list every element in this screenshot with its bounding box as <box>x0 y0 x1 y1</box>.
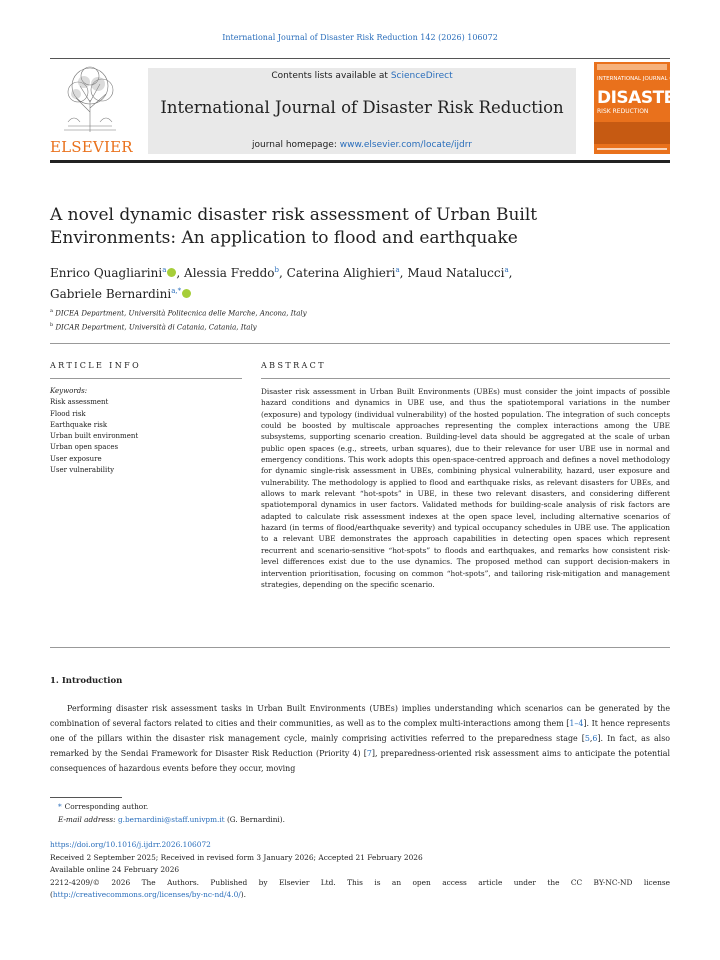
citation-link[interactable]: 7 <box>366 749 372 759</box>
author-name[interactable]: Gabriele Bernardini <box>50 287 172 301</box>
author-name[interactable]: Maud Natalucci <box>407 266 505 280</box>
author-separator: , <box>399 266 404 280</box>
author[interactable] <box>50 266 180 280</box>
article-title-line1: A novel dynamic disaster risk assessment of Urban Built <box>50 205 538 225</box>
citation-link[interactable]: 1–4 <box>569 719 584 729</box>
journal-title: International Journal of Disaster Risk Reduction <box>160 98 564 117</box>
intro-text-2: ]. It hence represents one of the pillars within the disaster risk management cycle, mainly comprising activities referred to the preparedness stage [ <box>50 719 670 744</box>
keywords-list <box>50 397 240 476</box>
keyword-item: Urban open spaces <box>50 443 119 452</box>
cover-line2: DISASTER <box>597 88 688 108</box>
article-title <box>50 204 610 250</box>
email-line <box>50 814 650 827</box>
intro-text-1: Performing disaster risk assessment tasks in Urban Built Environments (UBEs) implies understanding which scenarios can be generated by the combination of several factors related to cities and their communities, as well as to the complex multi-interactions among them [ <box>50 704 670 729</box>
masthead-panel <box>148 68 576 154</box>
affiliation-marker[interactable]: a <box>504 266 509 274</box>
introduction-paragraph: Performing disaster risk assessment tasks in Urban Built Environments (UBEs) implies understanding which scenarios can be generated by the combination of several factors related to cities and their communities, as well as to the complex multi-interactions among them [1–4]. It hence represents one of the pillars within the disaster risk management cycle, mainly comprising activities referred to the preparedness stage [5,6]. In fact, as also remarked by the Sendai Framework for Disaster Risk Reduction (Priority 4) [7], preparedness-oriented risk assessment aims to anticipate the potential consequences of hazardous events before they occur, moving <box>50 704 670 774</box>
footnote <box>50 801 650 827</box>
author[interactable] <box>50 287 191 301</box>
cover-line1: INTERNATIONAL JOURNAL OF <box>597 76 677 82</box>
keywords-label: Keywords: <box>50 387 88 395</box>
affiliation-line <box>50 305 610 319</box>
elsevier-tree-icon <box>54 62 126 134</box>
contents-prefix: Contents lists available at <box>271 71 388 81</box>
affiliation-line <box>50 319 610 333</box>
author-list <box>50 261 610 303</box>
section-heading-introduction: 1. Introduction <box>50 676 123 686</box>
footnote-rule <box>50 797 122 798</box>
abstract-text: Disaster risk assessment in Urban Built Environments (UBEs) must consider the joint impacts of possible hazard conditions and dynamics in UBE use, and thus the spatiotemporal variations in the number (exposure) and typology (individual vulnerability) of the hosted population. The integration of such concepts could be boosted by multiscale approaches representing the complex interactions among the UBE subsystems, supporting scenario creation. Building-level data should be aggregated at the scale of urban public open spaces (e.g., streets, urban squares), due to their relevance for user UBE use in normal and emergency conditions. This work adopts this open-space-centred approach and defines a novel methodology for dynamic single-risk assessment in UBEs, combining physical vulnerability, hazard, user exposure and vulnerability. The methodology is applied to flood and earthquake risks, as relevant disasters for UBEs, and allows to mark relevant “hot-spots” in UBE, in these two relevant disasters, and considering different spatiotemporal dynamics in user factors. Validated methods for building-scale analysis of risk factors are adapted to calculate risk assessment indexes at the open space level, including alternative scenarios of hazard (in terms of flood/earthquake severity) and typical occupancy schedules in UBE use. The application to a relevant UBE demonstrates the approach capabilities in detecting open spaces which represent recurrent and scenario-sensitive “hot-spots” to floods and earthquakes, and remarks how consistent risk-level differences exist due to the use dynamics. The proposed method can support decision-makers in intervention prioritisation, focusing on common “hot-spots”, and tailoring risk-mitigation and management strategies, depending on the specific scenario. <box>261 387 670 589</box>
author[interactable] <box>407 266 512 280</box>
footnote-star: * <box>58 802 62 811</box>
author-name[interactable]: Alessia Freddo <box>184 266 275 280</box>
cover-band <box>594 122 670 144</box>
masthead-bottom-rule <box>50 160 670 163</box>
author-name[interactable]: Caterina Alighieri <box>286 266 396 280</box>
author-separator: , <box>176 266 181 280</box>
heading-rule <box>50 343 670 344</box>
affiliation-sup: b <box>50 322 54 329</box>
article-info-rule <box>50 378 242 379</box>
doi-link[interactable]: https://doi.org/10.1016/j.ijdrr.2026.106072 <box>50 840 211 849</box>
masthead-top-rule <box>50 58 670 59</box>
abstract-rule <box>261 378 670 379</box>
license-link[interactable]: http://creativecommons.org/licenses/by-nc-nd/4.0/ <box>52 890 241 900</box>
affiliation-marker[interactable]: a <box>162 266 167 274</box>
author[interactable] <box>287 266 404 280</box>
doi-block <box>50 839 670 902</box>
license-open: ( <box>50 890 53 900</box>
article-info-heading: ARTICLE INFO <box>50 361 142 370</box>
citation-link[interactable]: 5 <box>584 734 590 744</box>
affiliation-sup: a <box>50 308 53 314</box>
abstract-bottom-rule <box>50 647 670 648</box>
received-line: Received 2 September 2025; Received in revised form 3 January 2026; Accepted 21 February 2026 <box>50 852 423 862</box>
keyword-item: User exposure <box>50 454 102 463</box>
email-link[interactable]: g.bernardini@staff.univpm.it <box>117 814 225 824</box>
affiliation-marker[interactable]: b <box>274 266 280 274</box>
orcid-icon[interactable] <box>182 289 191 298</box>
affiliation-text: DICEA Department, Università Politecnica delle Marche, Ancona, Italy <box>55 309 307 318</box>
corresponding-author-line <box>50 801 650 814</box>
homepage-line <box>148 140 576 150</box>
contents-line <box>148 71 576 81</box>
publisher-logo[interactable] <box>50 62 133 156</box>
available-line: Available online 24 February 2026 <box>50 865 180 875</box>
elsevier-wordmark: ELSEVIER <box>50 138 133 156</box>
cover-risk: RISK <box>597 108 611 115</box>
affiliations <box>50 305 610 334</box>
journal-homepage-link[interactable]: www.elsevier.com/locate/ijdrr <box>339 140 472 150</box>
running-head[interactable]: International Journal of Disaster Risk Reduction 142 (2026) 106072 <box>222 33 498 42</box>
keyword-item: Flood risk <box>50 409 86 418</box>
author-separator: , <box>279 266 283 280</box>
email-owner: (G. Bernardini). <box>226 814 285 824</box>
email-label: E-mail address: <box>58 814 116 824</box>
abstract-heading: ABSTRACT <box>261 361 326 370</box>
intro-text-3: ]. In fact, as also remarked by the Sendai Framework for Disaster Risk Reduction (Priority 4) [ <box>50 734 670 759</box>
keywords-block <box>50 386 240 476</box>
keyword-item: Earthquake risk <box>50 420 108 429</box>
author-separator: , <box>508 266 513 280</box>
author-name[interactable]: Enrico Quagliarini <box>50 266 163 280</box>
author[interactable] <box>184 266 283 280</box>
intro-text-4: ], preparedness-oriented risk assessment aims to anticipate the potential consequences of hazardous events before they occur, moving <box>50 749 670 774</box>
article-title-line2: Environments: An application to flood and earthquake <box>50 228 518 248</box>
cover-stripe <box>597 148 667 150</box>
citation-link[interactable]: 6 <box>592 734 598 744</box>
keyword-item: Urban built environment <box>50 432 139 441</box>
homepage-prefix: journal homepage: <box>252 140 337 150</box>
license-link-line <box>50 889 670 902</box>
corresponding-author-label: Corresponding author. <box>64 802 149 811</box>
affiliation-text: DICAR Department, Università di Catania, Catania, Italy <box>55 323 257 332</box>
affiliation-marker[interactable]: a <box>395 266 400 274</box>
cover-line3 <box>597 108 648 115</box>
keyword-item: Risk assessment <box>50 398 109 407</box>
cover-header-strip <box>597 64 667 70</box>
journal-cover[interactable] <box>594 62 688 154</box>
sciencedirect-link[interactable]: ScienceDirect <box>390 71 453 81</box>
cover-reduction: REDUCTION <box>612 108 649 115</box>
license-close: ). <box>240 890 246 900</box>
affiliation-marker[interactable]: a,* <box>171 287 182 295</box>
keyword-item: User vulnerability <box>50 466 115 475</box>
license-line: 2212-4209/© 2026 The Authors. Published by Elsevier Ltd. This is an open access article under the CC BY-NC-ND license <box>50 877 670 887</box>
